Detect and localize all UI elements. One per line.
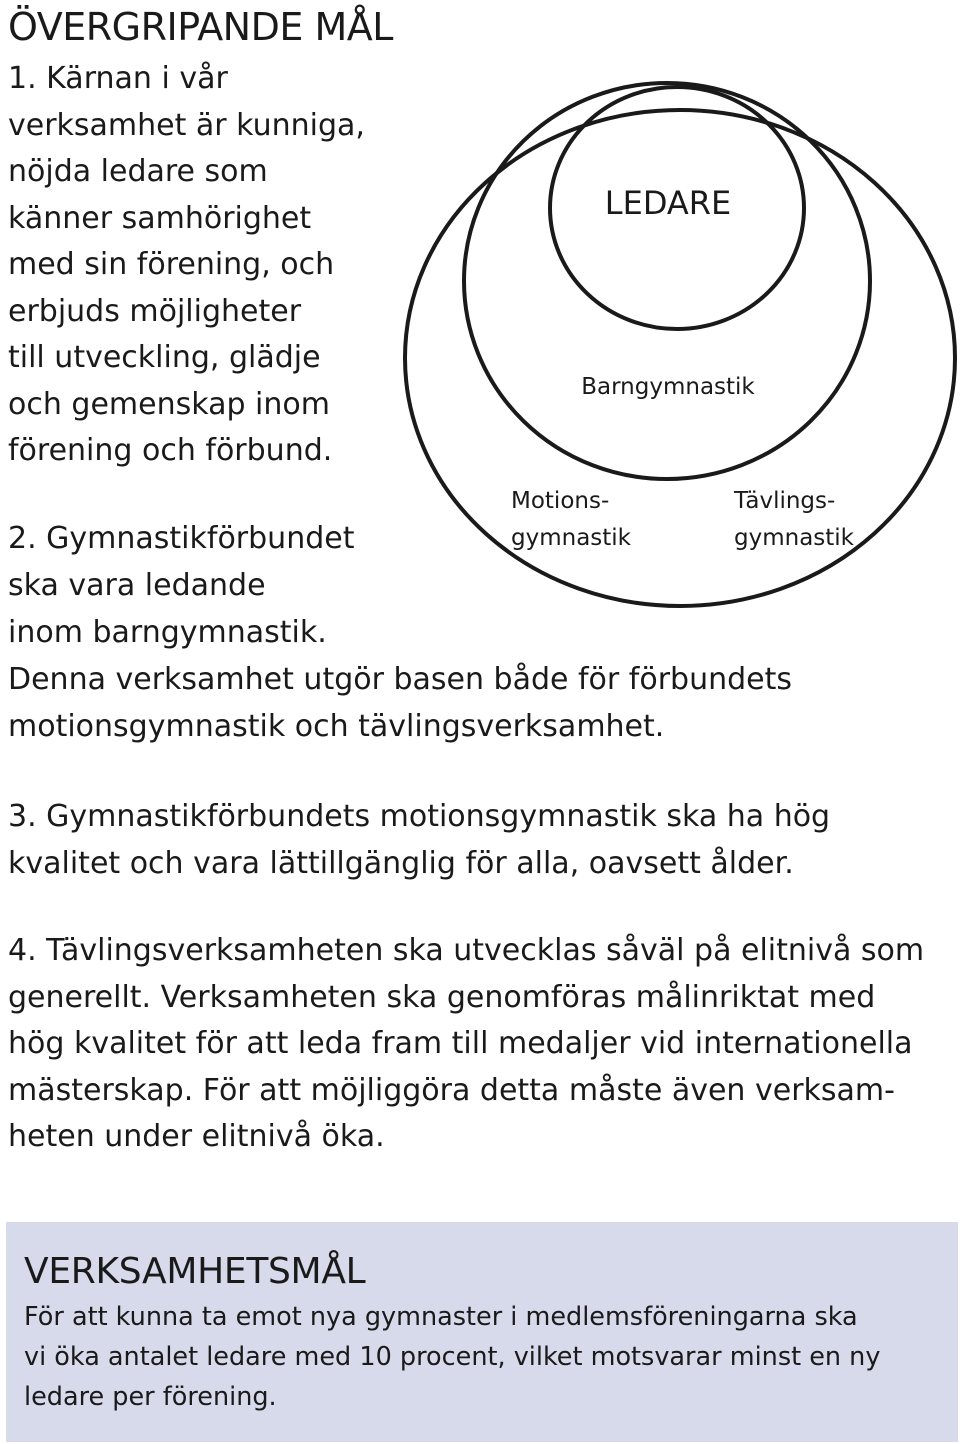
goal-2-paragraph bbox=[8, 515, 792, 750]
goal-3-paragraph bbox=[8, 793, 830, 887]
goal-1-line: verksamhet är kunniga, bbox=[8, 107, 365, 143]
goal-2-line: motionsgymnastik och tävlingsverksamhet. bbox=[8, 709, 665, 744]
goal-1-line: förening och förbund. bbox=[8, 433, 333, 468]
goal-2-line: inom barngymnastik. bbox=[8, 615, 327, 650]
verksamhetsmal-line: vi öka antalet ledare med 10 procent, vilket motsvarar minst en ny bbox=[24, 1342, 881, 1372]
goal-2-line: ska vara ledande bbox=[8, 568, 266, 603]
goal-4-line: 4. Tävlingsverksamheten ska utvecklas såväl på elitnivå som bbox=[8, 933, 925, 968]
goal-1-line: erbjuds möjligheter bbox=[8, 293, 302, 329]
goal-4-line: heten under elitnivå öka. bbox=[8, 1119, 385, 1154]
verksamhetsmal-text bbox=[24, 1297, 880, 1417]
page-title: ÖVERGRIPANDE MÅL bbox=[8, 5, 393, 49]
tavlingsgymnastik-label-line-2: gymnastik bbox=[734, 525, 854, 551]
goal-4-line: hög kvalitet för att leda fram till medaljer vid internationella bbox=[8, 1026, 913, 1061]
barngymnastik-label: Barngymnastik bbox=[581, 374, 755, 400]
verksamhetsmal-line: ledare per förening. bbox=[24, 1382, 277, 1412]
motionsgymnastik-label-line-2: gymnastik bbox=[511, 525, 631, 551]
goal-4-line: mästerskap. För att möjliggöra detta måste även verksam- bbox=[8, 1072, 895, 1108]
goal-1-line: nöjda ledare som bbox=[8, 154, 268, 189]
goal-1-line: till utveckling, glädje bbox=[8, 340, 321, 375]
goal-2-line: 2. Gymnastikförbundet bbox=[8, 521, 355, 556]
goal-1-line: med sin förening, och bbox=[8, 247, 335, 282]
goal-4-line: generellt. Verksamheten ska genomföras målinriktat med bbox=[8, 979, 876, 1015]
tavlingsgymnastik-label-line-1: Tävlings- bbox=[734, 488, 836, 514]
verksamhetsmal-line: För att kunna ta emot nya gymnaster i medlemsföreningarna ska bbox=[24, 1302, 858, 1332]
verksamhetsmal-title: VERKSAMHETSMÅL bbox=[24, 1251, 366, 1292]
middle-circle bbox=[464, 83, 870, 479]
motionsgymnastik-label-line-1: Motions- bbox=[511, 488, 610, 514]
goal-4-paragraph bbox=[8, 928, 924, 1161]
goal-1-line: 1. Kärnan i vår bbox=[8, 61, 228, 96]
goal-3-line: 3. Gymnastikförbundets motionsgymnastik ska ha hög bbox=[8, 799, 831, 834]
goal-1-line: känner samhörighet bbox=[8, 200, 312, 236]
goal-3-line: kvalitet och vara lättillgänglig för alla, oavsett ålder. bbox=[8, 846, 794, 881]
goal-1-paragraph bbox=[8, 56, 428, 475]
goal-2-line: Denna verksamhet utgör basen både för förbundets bbox=[8, 662, 792, 697]
goal-1-line: och gemenskap inom bbox=[8, 386, 330, 422]
ledare-label: LEDARE bbox=[604, 184, 732, 222]
